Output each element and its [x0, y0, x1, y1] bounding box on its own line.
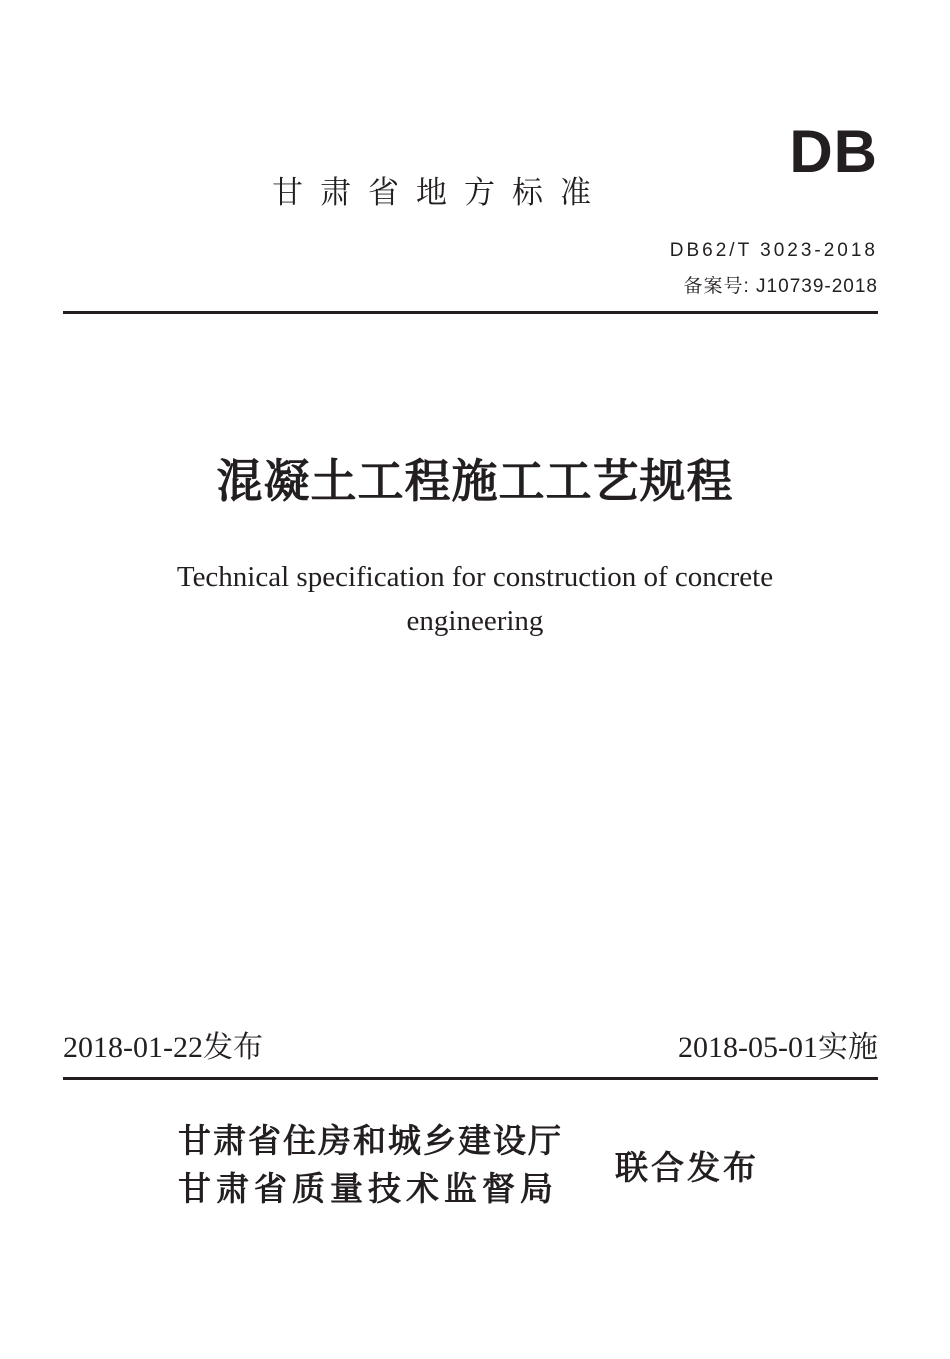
issuer-quality-bureau: 甘肃省质量技术监督局	[178, 1169, 558, 1208]
title-chinese: 混凝土工程施工工艺规程	[216, 454, 734, 508]
top-divider	[63, 311, 878, 314]
db-standard-mark: DB	[789, 118, 878, 185]
title-english-line2: engineering	[406, 605, 544, 637]
issue-date: 2018-01-22发布	[63, 1031, 263, 1064]
title-english-line1: Technical specification for construction of concrete	[176, 561, 774, 593]
bottom-divider	[63, 1077, 878, 1080]
standard-number: DB62/T 3023-2018	[669, 240, 878, 261]
record-number: 备案号: J10739-2018	[683, 276, 878, 297]
effective-date: 2018-05-01实施	[678, 1031, 878, 1064]
joint-release-label: 联合发布	[615, 1148, 759, 1187]
title-english	[0, 555, 950, 643]
issuer-housing-department: 甘肃省住房和城乡建设厅	[178, 1121, 563, 1160]
local-standard-label: 甘肃省地方标准	[272, 175, 608, 211]
